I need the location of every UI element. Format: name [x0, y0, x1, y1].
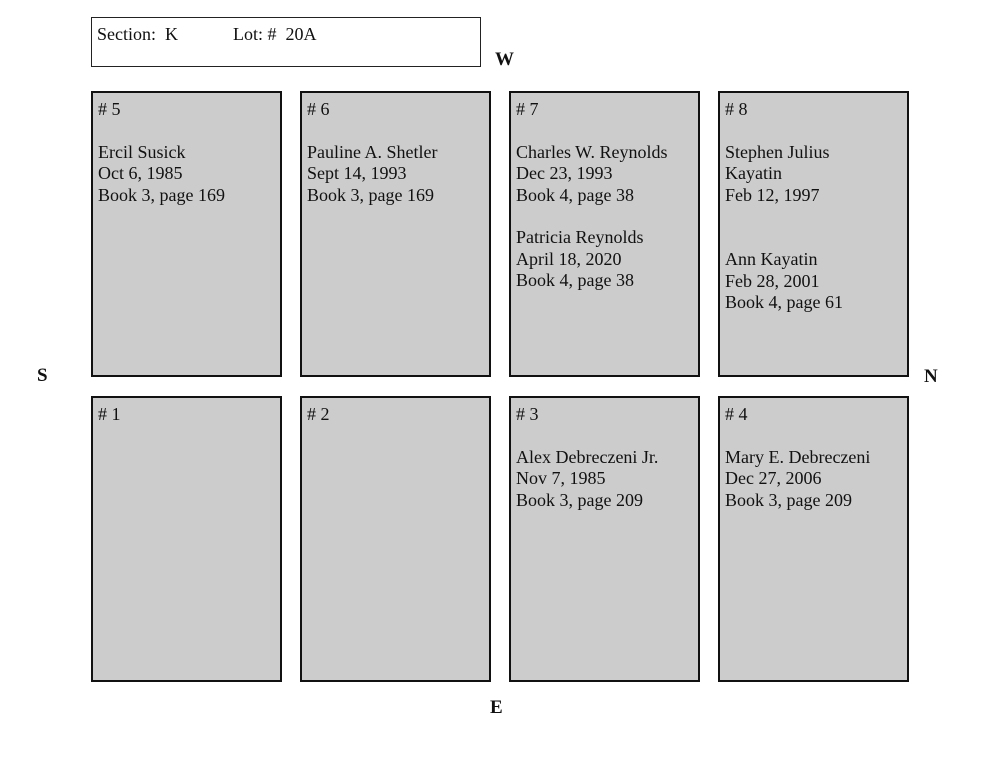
compass-north: N — [924, 366, 938, 387]
burial-entry — [725, 249, 902, 314]
burial-entry — [516, 447, 693, 512]
burial-entry — [516, 227, 693, 292]
entry-date: April 18, 2020 — [516, 248, 622, 269]
plot-number: # 6 — [307, 99, 330, 119]
plot-number: # 3 — [516, 404, 539, 424]
entry-record: Book 3, page 209 — [516, 489, 643, 510]
plot-number: # 5 — [98, 99, 121, 119]
plot-4 — [718, 396, 909, 682]
entry-date: Dec 23, 1993 — [516, 163, 613, 183]
plot-3 — [509, 396, 700, 682]
lot-label: Lot: # 20A — [233, 24, 317, 44]
plot-number: # 7 — [516, 99, 539, 119]
entry-record: Book 4, page 61 — [725, 292, 843, 312]
burial-entry — [307, 142, 484, 207]
entry-name: Ann Kayatin — [725, 249, 818, 269]
entry-name: Ercil Susick — [98, 141, 186, 162]
entry-name: Mary E. Debreczeni — [725, 446, 871, 467]
entry-name: Charles W. Reynolds — [516, 141, 668, 162]
entry-date: Dec 27, 2006 — [725, 468, 822, 488]
entry-date: Sept 14, 1993 — [307, 163, 407, 183]
plot-5 — [91, 91, 282, 377]
plot-7 — [509, 91, 700, 377]
burial-entry — [98, 142, 275, 207]
entry-record: Book 4, page 38 — [516, 270, 634, 290]
entry-record: Book 3, page 169 — [307, 184, 434, 205]
entry-date: Oct 6, 1985 — [98, 163, 183, 183]
plot-6 — [300, 91, 491, 377]
plot-number: # 4 — [725, 404, 748, 424]
plot-number: # 1 — [98, 404, 121, 424]
entry-name: Alex Debreczeni Jr. — [516, 446, 659, 467]
plot-1 — [91, 396, 282, 682]
entry-name: Pauline A. Shetler — [307, 141, 438, 162]
compass-west: W — [495, 49, 514, 70]
entry-record: Book 4, page 38 — [516, 184, 634, 205]
entry-date: Nov 7, 1985 — [516, 468, 606, 488]
plot-2 — [300, 396, 491, 682]
burial-entry — [516, 142, 693, 207]
plot-number: # 8 — [725, 99, 748, 119]
entry-record: Book 3, page 169 — [98, 184, 225, 205]
plot-number: # 2 — [307, 404, 330, 424]
burial-entry — [725, 142, 902, 207]
entry-date: Feb 12, 1997 — [725, 184, 820, 205]
entry-name: Patricia Reynolds — [516, 227, 644, 247]
entry-name: Stephen Julius — [725, 141, 830, 162]
section-label: Section: K — [97, 24, 178, 44]
entry-record: Book 3, page 209 — [725, 489, 852, 510]
entry-name-cont: Kayatin — [725, 163, 782, 183]
compass-east: E — [490, 697, 503, 718]
entry-date: Feb 28, 2001 — [725, 270, 820, 291]
plot-8 — [718, 91, 909, 377]
compass-south: S — [37, 365, 48, 386]
section-lot-box — [91, 17, 481, 67]
burial-entry — [725, 447, 902, 512]
